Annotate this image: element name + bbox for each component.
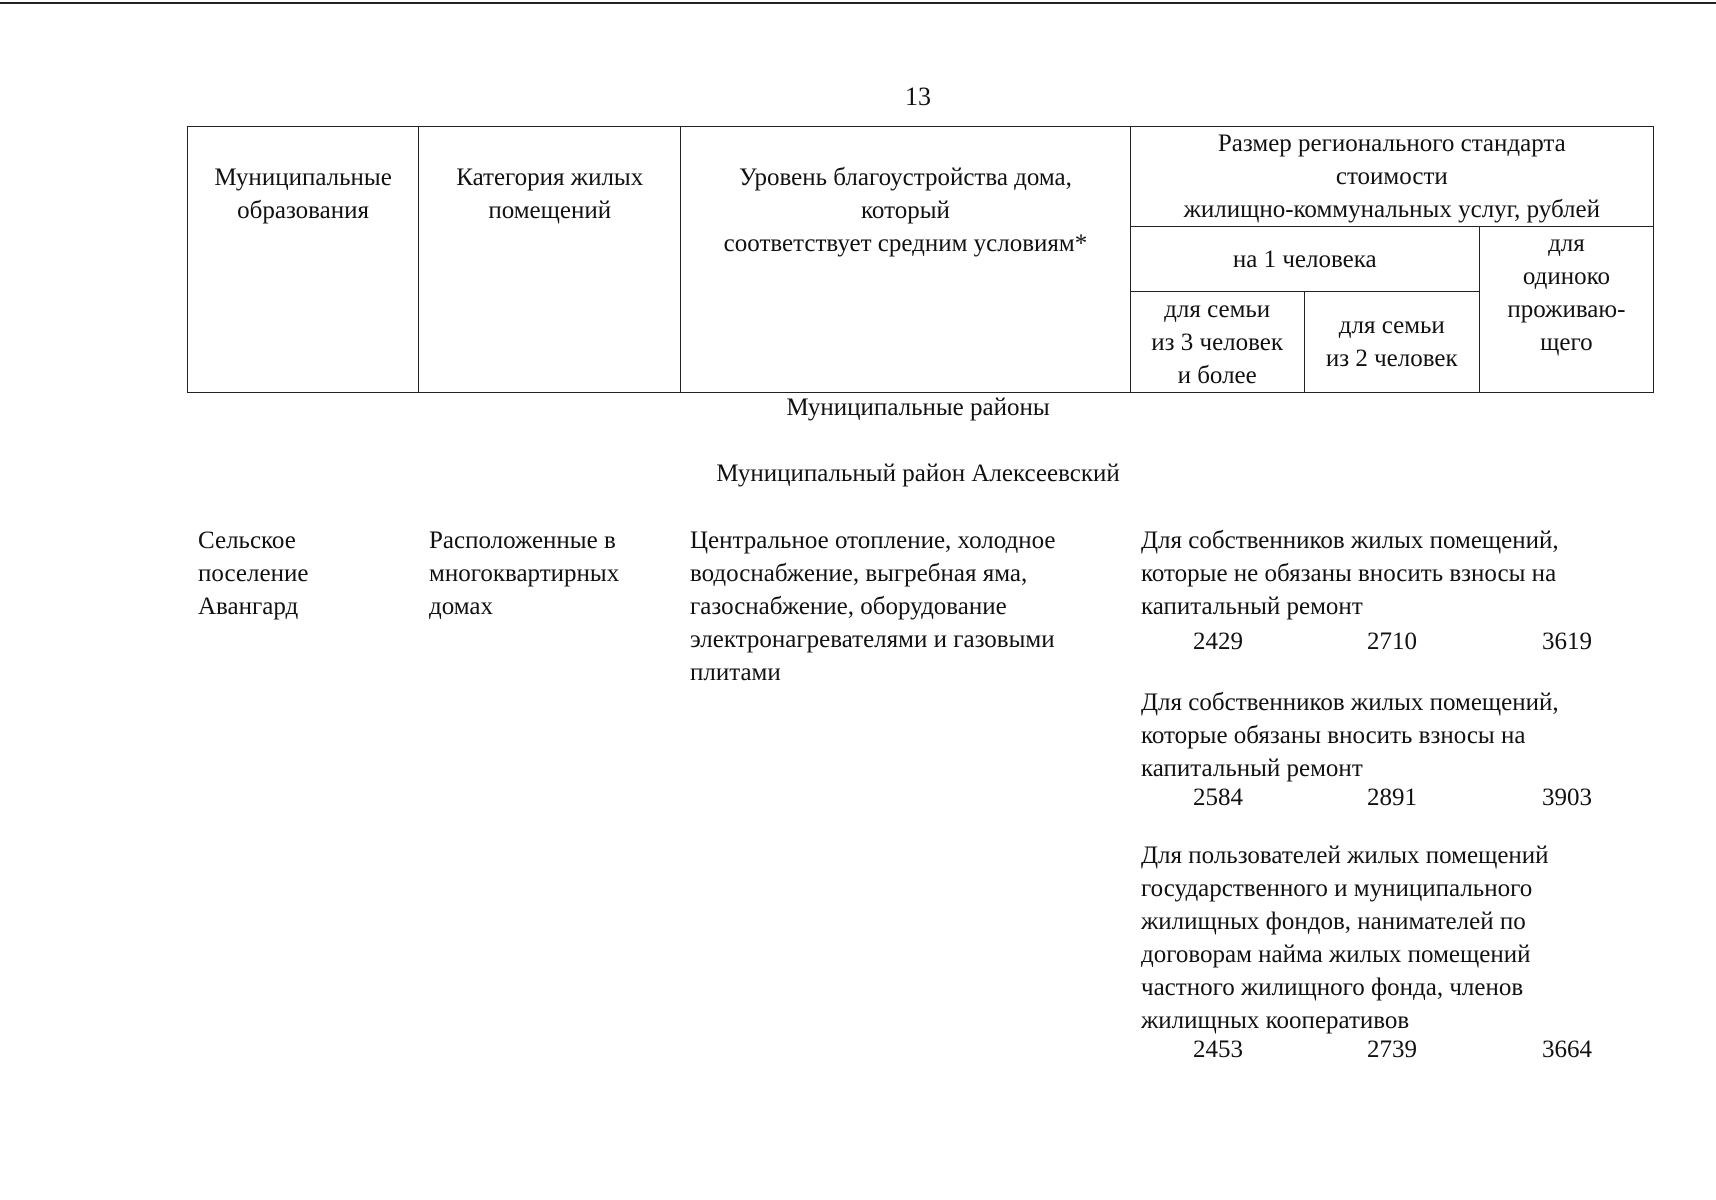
- header-municipal: Муниципальные образования: [188, 127, 419, 393]
- page-number: 13: [905, 82, 931, 111]
- group-label: Для собственников жилых помещений, которые не обязаны вносить взносы на капитальный ремонт: [1141, 527, 1559, 620]
- section-title: Муниципальные районы: [786, 394, 1050, 421]
- value-family-3: 2453: [1193, 1036, 1243, 1063]
- value-family-3: 2584: [1193, 784, 1243, 811]
- amenity-description: Центральное отопление, холодное водоснабжение, выгребная яма, газоснабжение, оборудование электронагревателями и газовыми плитами: [690, 527, 1056, 686]
- group-label: Для пользователей жилых помещений государственного и муниципального жилищных фондов, нанимателей по договорам найма жилых помещений частного жилищного фонда, членов жилищных кооперативов: [1141, 842, 1549, 1034]
- header-family-3: для семьи из 3 человек и более: [1130, 292, 1304, 393]
- housing-category: Расположенные в многоквартирных домах: [429, 527, 620, 620]
- table-header: [187, 126, 1654, 393]
- scan-top-border: [0, 2, 1716, 4]
- value-family-2: 2739: [1367, 1036, 1417, 1063]
- value-single: 3903: [1542, 784, 1592, 811]
- header-regional-standard: Размер регионального стандарта стоимости жилищно-коммунальных услуг, рублей: [1130, 127, 1653, 227]
- district-title: Муниципальный район Алексеевский: [716, 460, 1120, 487]
- header-single-resident: для одиноко проживаю- щего: [1479, 227, 1653, 393]
- header-family-2: для семьи из 2 человек: [1304, 292, 1479, 393]
- header-category: Категория жилых помещений: [419, 127, 681, 393]
- value-single: 3664: [1542, 1036, 1592, 1063]
- municipality-name: Сельское поселение Авангард: [198, 527, 309, 620]
- value-family-2: 2891: [1367, 784, 1417, 811]
- header-per-person: на 1 человека: [1130, 227, 1479, 292]
- value-single: 3619: [1542, 628, 1592, 655]
- value-family-2: 2710: [1367, 628, 1417, 655]
- value-family-3: 2429: [1193, 628, 1243, 655]
- header-amenity-level: Уровень благоустройства дома, который соответствует средним условиям*: [681, 127, 1130, 393]
- group-label: Для собственников жилых помещений, которые обязаны вносить взносы на капитальный ремонт: [1141, 689, 1559, 782]
